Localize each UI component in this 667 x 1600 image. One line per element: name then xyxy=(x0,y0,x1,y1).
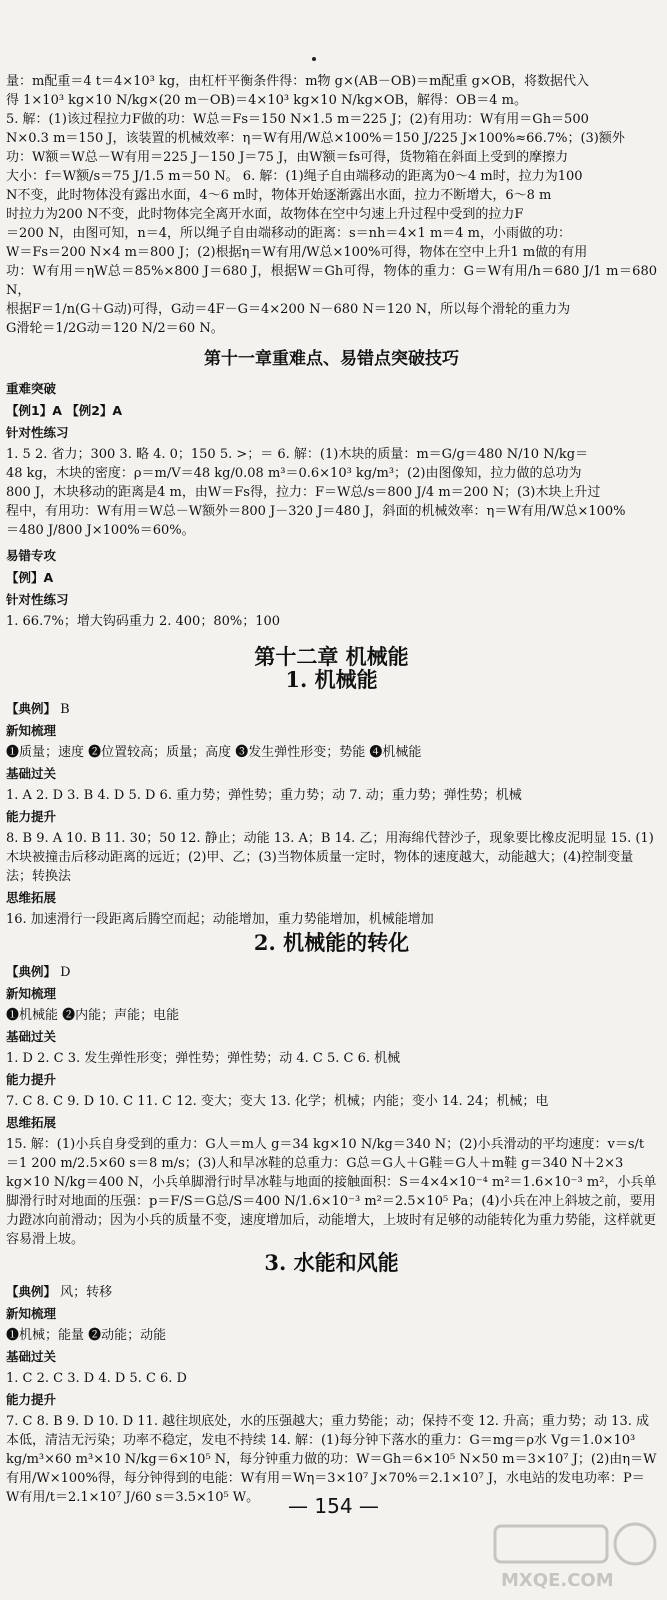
yicuo-example: 【例】A xyxy=(6,570,54,585)
block-text: 15. 解：(1)小兵自身受到的重力：G人＝m人 g＝34 kg×10 N/kg＝340 N；(2)小兵滑动的平均速度：v＝s/t＝1 200 m/2.5×60 s＝8 m/s；(3)人和旱冰鞋的总重力：G总＝G人＋G鞋＝G人＋m鞋 g＝340 N＋2×3 kg×10 N/kg＝400 N，小兵单脚滑行时旱冰鞋与地面的接触面积：S＝4×4×10⁻⁴ m²＝1.6×10⁻³ m²，小兵单脚滑行时对地面的压强：p＝F/S＝G总/S＝400 N/1.6×10⁻³ m²＝2.5×10⁵ Pa；(4)小兵在冲上斜坡之前，要用力蹬冰向前滑动；因为小兵的质量不变，速度增加后，动能增大，上坡时有足够的动能转化为重力势能，这样就更容易滑上坡。 xyxy=(6,1137,657,1247)
answer-block xyxy=(6,1412,657,1507)
block-heading: 能力提升 xyxy=(6,1072,57,1087)
answer-block xyxy=(6,962,657,982)
block-text: D xyxy=(56,965,71,980)
block-text: 风；转移 xyxy=(56,1285,113,1300)
answer-block xyxy=(6,1390,657,1410)
intro-lines-line: 5. 解：(1)该过程拉力F做的功：W总＝Fs＝150 N×1.5 m＝225 J；(2)有用功：W有用＝Gh＝500 xyxy=(6,112,589,127)
yicuo-heading: 易错专攻 xyxy=(6,548,57,563)
block-text: B xyxy=(56,702,70,717)
block-text: ❶机械；能量 ❷动能；动能 xyxy=(6,1328,167,1343)
answer-block xyxy=(6,1049,657,1068)
intro-solution-text xyxy=(6,72,657,338)
practice-line: 800 J，木块移动的距离是4 m，由W＝Fs得，拉力：F＝W总/s＝800 J/4 m＝200 N；(3)木块上升过 xyxy=(6,485,601,500)
practice2-answers: 1. 66.7%；增大钩码重力 2. 400；80%；100 xyxy=(6,614,281,629)
answer-block xyxy=(6,1113,657,1133)
answer-block xyxy=(6,1347,657,1367)
page-content xyxy=(6,72,657,1509)
block-heading: 新知梳理 xyxy=(6,1306,57,1321)
block-text: 8. B 9. A 10. B 11. 30；50 12. 静止；动能 13. A；B 14. 乙；用海绵代替沙子，现象要比橡皮泥明显 15. (1)木块被撞击后移动距离的远近；(2)甲、乙；(3)当物体质量一定时，物体的速度越大，动能越大；(4)控制变量法；转换法 xyxy=(6,831,654,884)
intro-lines-line: 根据F＝1/n(G＋G动)可得，G动＝4F－G＝4×200 N－680 N＝120 N，所以每个滑轮的重力为 xyxy=(6,302,571,317)
page-number: — 154 — xyxy=(288,1494,379,1518)
answer-block xyxy=(6,721,657,741)
answer-block xyxy=(6,1369,657,1388)
answer-block xyxy=(6,1304,657,1324)
block-heading: 思维拓展 xyxy=(6,890,57,905)
answer-block xyxy=(6,1326,657,1345)
block-heading: 思维拓展 xyxy=(6,1115,57,1130)
intro-lines-line: 得 1×10³ kg×10 N/kg×(20 m－OB)＝4×10³ kg×10 N/kg×OB，解得：OB＝4 m。 xyxy=(6,93,527,108)
practice-line: ＝480 J/800 J×100%＝60%。 xyxy=(6,523,195,538)
answer-block xyxy=(6,1282,657,1302)
block-heading: 基础过关 xyxy=(6,766,57,781)
intro-lines-line: N×0.3 m＝150 J，该装置的机械效率：η＝W有用/W总×100%＝150 J/225 J×100%≈66.7%；(3)额外 xyxy=(6,131,625,146)
zhongnan-heading: 重难突破 xyxy=(6,381,57,396)
intro-lines-line: G滑轮＝1/2G动＝120 N/2＝60 N。 xyxy=(6,321,224,336)
practice-line: 1. 5 2. 省力；300 3. 略 4. 0；150 5. >；＝ 6. 解：(1)木块的质量：m＝G/g＝480 N/10 N/kg＝ xyxy=(6,447,589,462)
practice-line: 48 kg，木块的密度：ρ＝m/V＝48 kg/0.08 m³＝0.6×10³ kg/m³；(2)由图像知，拉力做的总功为 xyxy=(6,466,582,481)
block-text: ❶质量；速度 ❷位置较高；质量；高度 ❸发生弹性形变；势能 ❹机械能 xyxy=(6,745,422,760)
practice2-heading: 针对性练习 xyxy=(6,592,69,607)
answer-block xyxy=(6,829,657,886)
block-heading: 新知梳理 xyxy=(6,986,57,1001)
block-heading: 【典例】 xyxy=(6,701,57,716)
intro-lines-line: W＝Fs＝200 N×4 m＝800 J；(2)根据η＝W有用/W总×100%可得，物体在空中上升1 m做的有用 xyxy=(6,245,588,260)
block-text: 7. C 8. B 9. D 10. D 11. 越往坝底处，水的压强越大；重力势能；动；保持不变 12. 升高；重力势；动 13. 成本低，清洁无污染；功率不稳定，发电不持续 14. 解：(1)每分钟下落水的重力：G＝mg＝ρ水 Vg＝1.0×10³ kg/m³×60 m³×10 N/kg＝6×10⁵ N，每分钟重力做的功：W＝Gh＝6×10⁵ N×50 m＝3×10⁷ J；(2)由η＝W有用/W×100%得，每分钟得到的电能：W有用＝Wη＝3×10⁷ J×70%＝2.1×10⁷ J，水电站的发电功率：P＝W有用/t＝2.1×10⁷ J/60 s＝3.5×10⁵ W。 xyxy=(6,1414,657,1505)
intro-lines-line: 功：W有用＝ηW总＝85%×800 J＝680 J，根据W＝Gh可得，物体的重力：G＝W有用/h＝680 J/1 m＝680 N， xyxy=(6,264,657,298)
practice-line: 程中，有用功：W有用＝W总－W额外＝800 J－320 J＝480 J，斜面的机械效率：η＝W有用/W总×100% xyxy=(6,504,626,519)
answer-block xyxy=(6,807,657,827)
intro-lines-line: ＝200 N，由图可知，n＝4，所以绳子自由端移动的距离：s＝nh＝4×1 m＝4 m，小雨做的功： xyxy=(6,226,572,241)
block-text: 1. C 2. C 3. D 4. D 5. C 6. D xyxy=(6,1371,187,1386)
intro-lines-line: N不变，此时物体没有露出水面，4～6 m时，物体开始逐渐露出水面，拉力不断增大，6～8 m xyxy=(6,188,552,203)
chapter12-sections xyxy=(6,667,657,1507)
block-heading: 新知梳理 xyxy=(6,723,57,738)
chapter11-title: 第十一章重难点、易错点突破技巧 xyxy=(204,349,459,369)
intro-lines-line: 时拉力为200 N不变，此时物体完全离开水面，故物体在空中匀速上升过程中受到的拉力F xyxy=(6,207,524,222)
intro-lines-line: 功：W额＝W总－W有用＝225 J－150 J＝75 J，由W额＝fs可得，货物箱在斜面上受到的摩擦力 xyxy=(6,150,569,165)
watermark-logo xyxy=(487,1518,657,1590)
chapter12-title: 第十二章 机械能 xyxy=(254,644,409,669)
answer-block xyxy=(6,786,657,805)
answer-block xyxy=(6,1006,657,1025)
section-title: 1. 机械能 xyxy=(285,667,378,692)
answer-block xyxy=(6,764,657,784)
practice-heading: 针对性练习 xyxy=(6,425,69,440)
chapter11-examples: 【例1】A 【例2】A xyxy=(6,403,123,418)
section-title: 3. 水能和风能 xyxy=(264,1250,399,1275)
block-text: 16. 加速滑行一段距离后腾空而起；动能增加，重力势能增加，机械能增加 xyxy=(6,912,434,927)
block-heading: 基础过关 xyxy=(6,1029,57,1044)
answer-block xyxy=(6,1070,657,1090)
block-heading: 【典例】 xyxy=(6,964,57,979)
practice-answers xyxy=(6,445,657,540)
answer-block xyxy=(6,743,657,762)
answer-block xyxy=(6,984,657,1004)
block-text: ❶机械能 ❷内能；声能；电能 xyxy=(6,1008,180,1023)
answer-block xyxy=(6,1027,657,1047)
intro-lines-line: 大小：f＝W额/s＝75 J/1.5 m＝50 N。 6. 解：(1)绳子自由端移动的距离为0～4 m时，拉力为100 xyxy=(6,169,583,184)
block-heading: 能力提升 xyxy=(6,809,57,824)
block-text: 7. C 8. C 9. D 10. C 11. C 12. 变大；变大 13. 化学；机械；内能；变小 14. 24；机械；电 xyxy=(6,1094,549,1109)
section-title: 2. 机械能的转化 xyxy=(253,930,410,955)
answer-block xyxy=(6,699,657,719)
intro-lines-line: 量：m配重＝4 t＝4×10³ kg，由杠杆平衡条件得：m物 g×(AB－OB)＝m配重 g×OB，将数据代入 xyxy=(6,74,590,89)
block-text: 1. D 2. C 3. 发生弹性形变；弹性势；弹性势；动 4. C 5. C 6. 机械 xyxy=(6,1051,401,1066)
block-heading: 能力提升 xyxy=(6,1392,57,1407)
block-heading: 基础过关 xyxy=(6,1349,57,1364)
block-text: 1. A 2. D 3. B 4. D 5. D 6. 重力势；弹性势；重力势；动 7. 动；重力势；弹性势；机械 xyxy=(6,788,522,803)
answer-block xyxy=(6,888,657,908)
answer-block xyxy=(6,1135,657,1249)
answer-block xyxy=(6,1092,657,1111)
answer-block xyxy=(6,910,657,929)
block-heading: 【典例】 xyxy=(6,1284,57,1299)
svg-text:MXQE.COM: MXQE.COM xyxy=(501,1570,614,1590)
scan-dot xyxy=(312,57,316,61)
